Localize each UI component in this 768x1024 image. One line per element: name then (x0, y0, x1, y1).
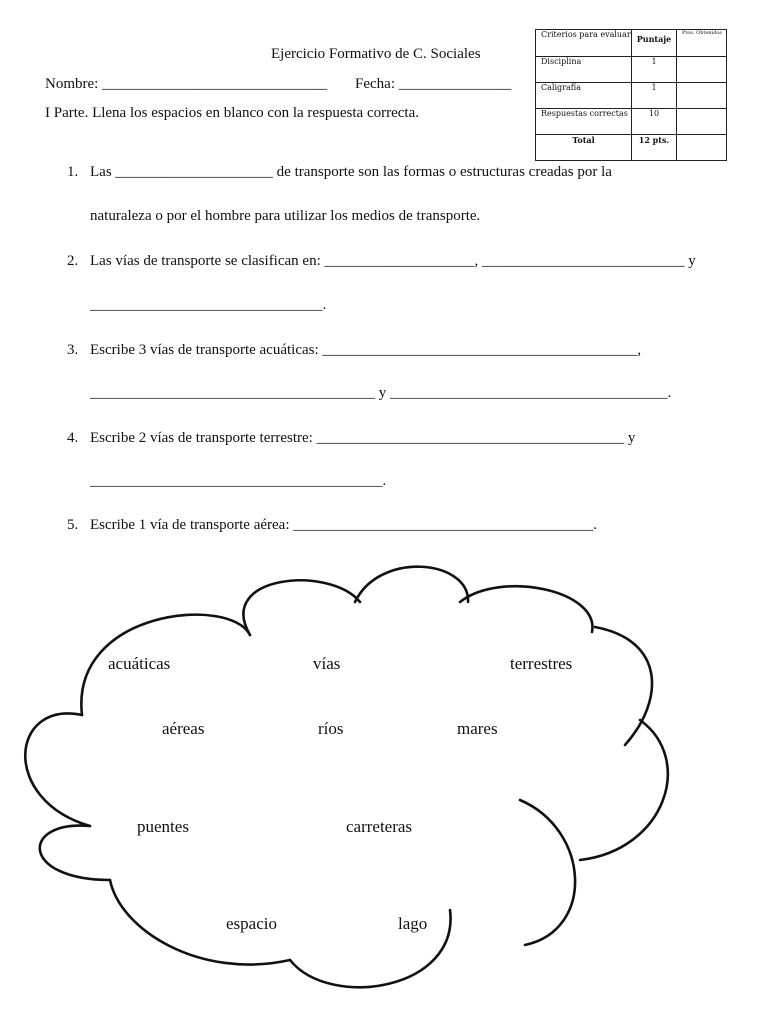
question-number: 3. (67, 342, 79, 358)
cloud-bump (520, 800, 575, 945)
word-bank-item: carreteras (346, 817, 413, 836)
cloud-bump (243, 580, 360, 635)
question-3-line-2[interactable]: ______________________________________ y _____________________________________. (90, 385, 672, 401)
cloud-bump (40, 826, 110, 880)
score-cell: 1 (632, 83, 677, 109)
nombre-field[interactable]: Nombre: ______________________________ (45, 76, 328, 92)
question-2-line-2[interactable]: _______________________________. (90, 297, 327, 313)
criteria-cell: Respuestas correctas (536, 109, 632, 135)
question-number: 1. (67, 164, 79, 180)
cloud-bump (25, 713, 90, 826)
total-score: 12 pts. (632, 135, 677, 161)
word-bank-item: vías (313, 654, 341, 673)
question-number: 4. (67, 430, 79, 446)
score-cell: 10 (632, 109, 677, 135)
question-number: 2. (67, 253, 79, 269)
question-5-line-1[interactable]: Escribe 1 vía de transporte aérea: ________________________________________. (90, 517, 597, 533)
cloud-bump (460, 586, 592, 632)
obtained-header: Ptos. Obtenidos (677, 30, 727, 57)
question-number: 5. (67, 517, 79, 533)
question-1-line-2: naturaleza o por el hombre para utilizar los medios de transporte. (90, 208, 481, 224)
total-label: Total (536, 135, 632, 161)
cloud-bump (355, 567, 468, 602)
question-3-line-1[interactable]: Escribe 3 vías de transporte acuáticas: __________________________________________, (90, 342, 642, 358)
question-1-line-1[interactable]: Las _____________________ de transporte son las formas o estructuras creadas por la (90, 164, 612, 180)
word-bank-item: ríos (318, 719, 344, 738)
question-4-line-1[interactable]: Escribe 2 vías de transporte terrestre: _________________________________________ y (90, 430, 636, 446)
question-4-line-2[interactable]: _______________________________________. (90, 473, 387, 489)
instructions: I Parte. Llena los espacios en blanco con la respuesta correcta. (45, 105, 420, 121)
page-title: Ejercicio Formativo de C. Sociales (271, 46, 481, 62)
word-bank-item: mares (457, 719, 498, 738)
cloud-bump (580, 720, 668, 860)
criteria-cell: Caligrafía (536, 83, 632, 109)
word-bank-item: puentes (137, 817, 189, 836)
word-bank-item: aéreas (162, 719, 205, 738)
question-2-line-1[interactable]: Las vías de transporte se clasifican en: ____________________, ___________________________ y (90, 253, 696, 269)
word-bank-item: espacio (226, 914, 277, 933)
cloud-bump (595, 627, 652, 745)
criteria-header: Criterios para evaluar (536, 30, 632, 57)
score-header: Puntaje (632, 30, 677, 57)
fecha-field[interactable]: Fecha: _______________ (355, 76, 512, 92)
criteria-cell: Disciplina (536, 57, 632, 83)
word-bank-item: terrestres (510, 654, 573, 673)
score-cell: 1 (632, 57, 677, 83)
word-bank-item: lago (398, 914, 428, 933)
word-bank-item: acuáticas (108, 654, 171, 673)
